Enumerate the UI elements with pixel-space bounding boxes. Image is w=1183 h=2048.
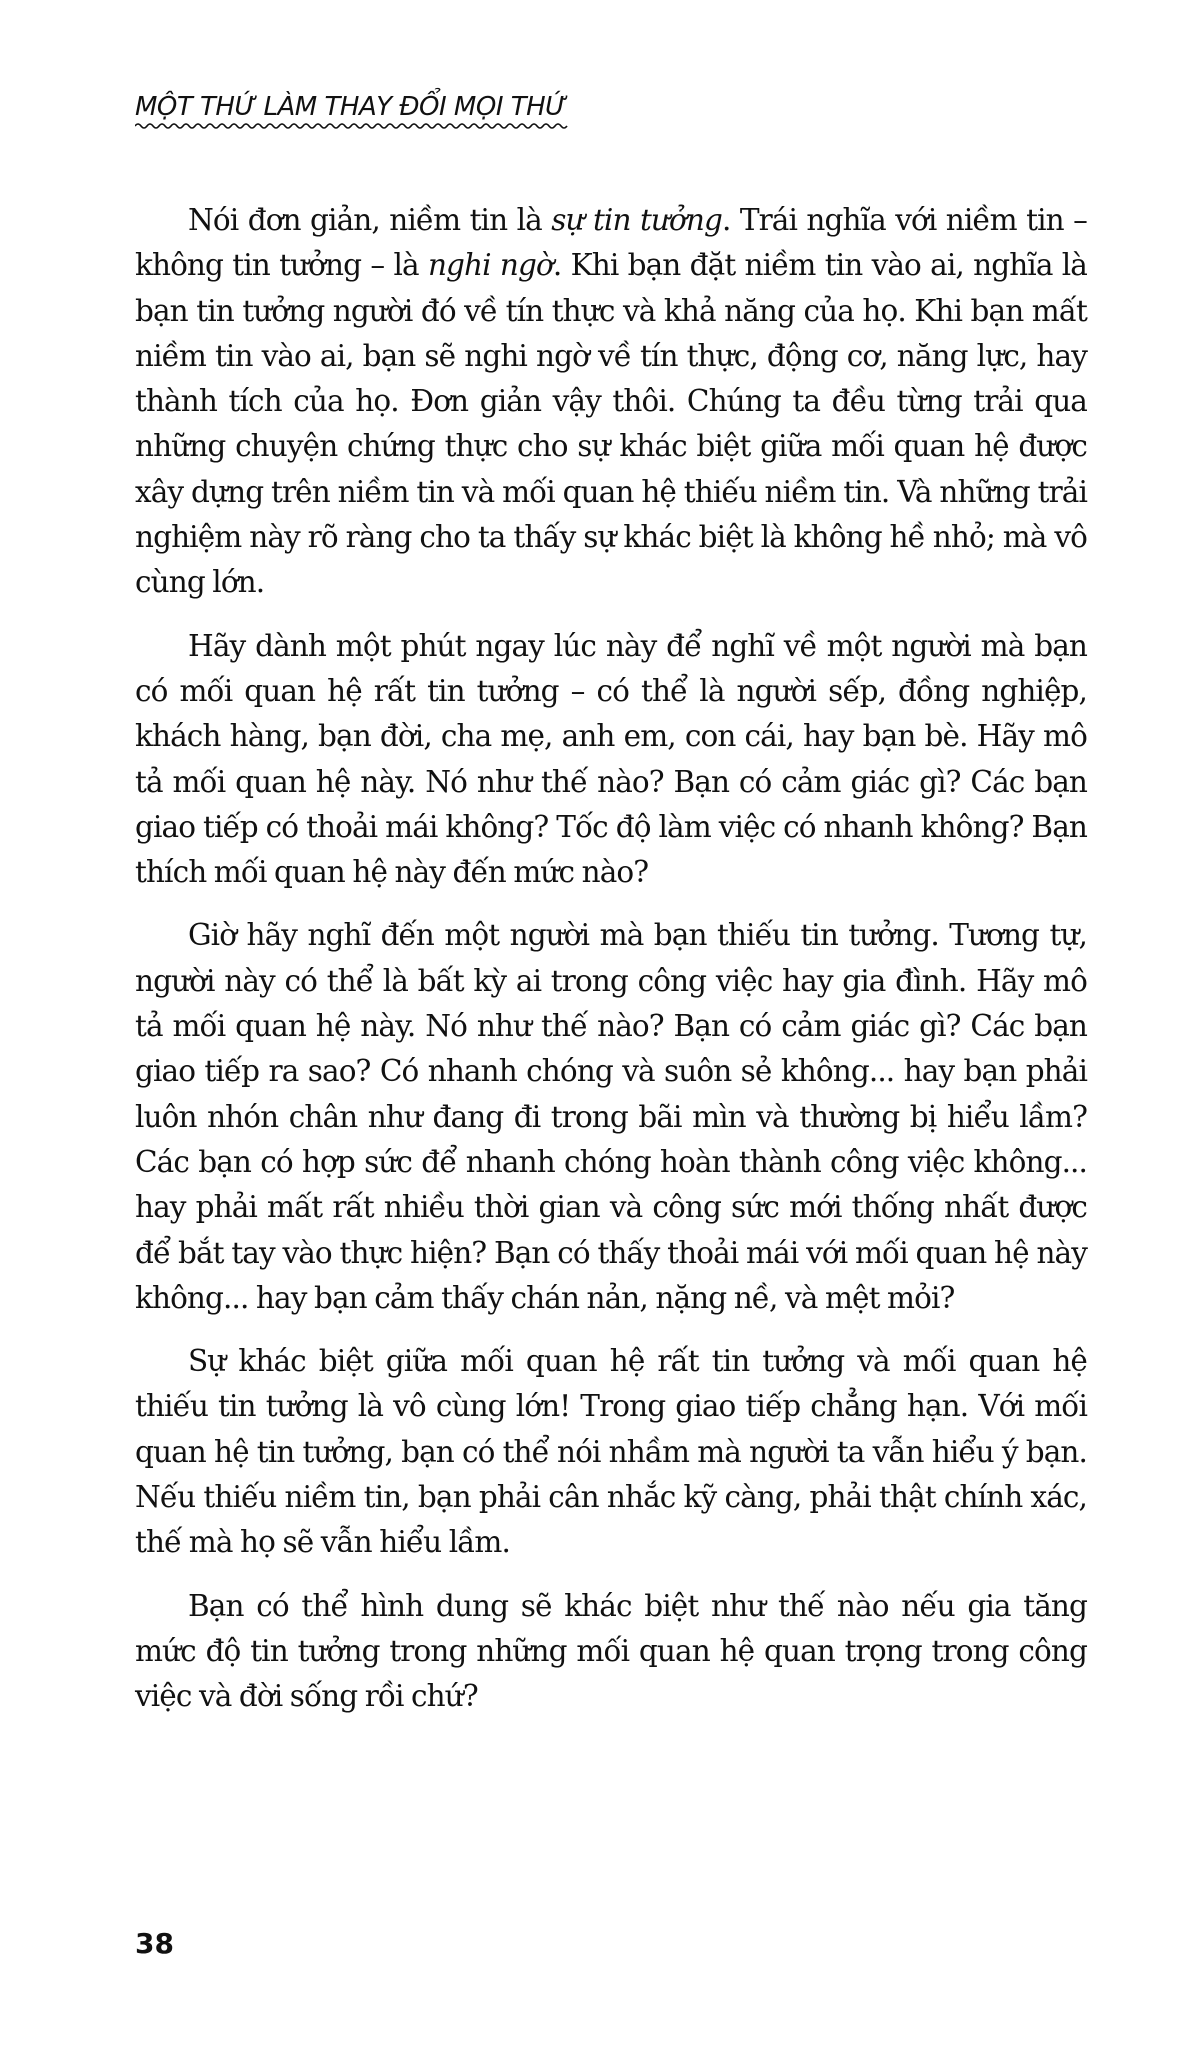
running-header — [135, 92, 570, 130]
text-span: Bạn có thể hình dung sẽ khác biệt như thế nào nếu gia tăng mức độ tin tưởng trong những mối quan hệ quan trọng trong công việc và đời sống rồi chứ? — [135, 1588, 1087, 1714]
paragraph — [135, 198, 1087, 606]
text-span: Giờ hãy nghĩ đến một người mà bạn thiếu tin tưởng. Tương tự, người này có thể là bất kỳ ai trong công việc hay gia đình. Hãy mô tả mối quan hệ này. Nó như thế nào? Bạn có cảm giác gì? Các bạn giao tiếp ra sao? Có nhanh chóng và suôn sẻ không... hay bạn phải luôn nhón chân như đang đi trong bãi mìn và thường bị hiểu lầm? Các bạn có hợp sức để nhanh chóng hoàn thành công việc không... hay phải mất rất nhiều thời gian và công sức mới thống nhất được để bắt tay vào thực hiện? Bạn có thấy thoải mái với mối quan hệ này không... hay bạn cảm thấy chán nản, nặng nề, và mệt mỏi? — [135, 918, 1087, 1315]
running-title: MỘT THỨ LÀM THAY ĐỔI MỌI THỨ — [135, 92, 567, 122]
page-number: 38 — [135, 1927, 174, 1960]
wavy-underline-icon — [135, 122, 570, 130]
text-span: Hãy dành một phút ngay lúc này để nghĩ về một người mà bạn có mối quan hệ rất tin tưởng – có thể là người sếp, đồng nghiệp, khách hàng, bạn đời, cha mẹ, anh em, con cái, hay bạn bè. Hãy mô tả mối quan hệ này. Nó như thế nào? Bạn có cảm giác gì? Các bạn giao tiếp có thoải mái không? Tốc độ làm việc có nhanh không? Bạn thích mối quan hệ này đến mức nào? — [135, 628, 1087, 890]
paragraph — [135, 913, 1087, 1321]
paragraph — [135, 1584, 1087, 1720]
text-span: Sự khác biệt giữa mối quan hệ rất tin tưởng và mối quan hệ thiếu tin tưởng là vô cùng lớn! Trong giao tiếp chẳng hạn. Với mối quan hệ tin tưởng, bạn có thể nói nhầm mà người ta vẫn hiểu ý bạn. Nếu thiếu niềm tin, bạn phải cân nhắc kỹ càng, phải thật chính xác, thế mà họ sẽ vẫn hiểu lầm. — [135, 1344, 1087, 1560]
emphasis-text: sự tin tưởng — [551, 203, 722, 237]
body-text — [135, 198, 1087, 1738]
paragraph — [135, 1339, 1087, 1565]
text-span: . Trái nghĩa với niềm tin – không tin tưởng – là — [135, 203, 1087, 283]
text-span: . Khi bạn đặt niềm tin vào ai, nghĩa là bạn tin tưởng người đó về tín thực và khả năng của họ. Khi bạn mất niềm tin vào ai, bạn sẽ nghi ngờ về tín thực, động cơ, năng lực, hay thành tích của họ. Đơn giản vậy thôi. Chúng ta đều từng trải qua những chuyện chứng thực cho sự khác biệt giữa mối quan hệ được xây dựng trên niềm tin và mối quan hệ thiếu niềm tin. Và những trải nghiệm này rõ ràng cho ta thấy sự khác biệt là không hề nhỏ; mà vô cùng lớn. — [135, 248, 1087, 600]
text-span: Nói đơn giản, niềm tin là — [188, 203, 552, 237]
emphasis-text: nghi ngờ — [427, 248, 553, 283]
paragraph — [135, 624, 1087, 896]
